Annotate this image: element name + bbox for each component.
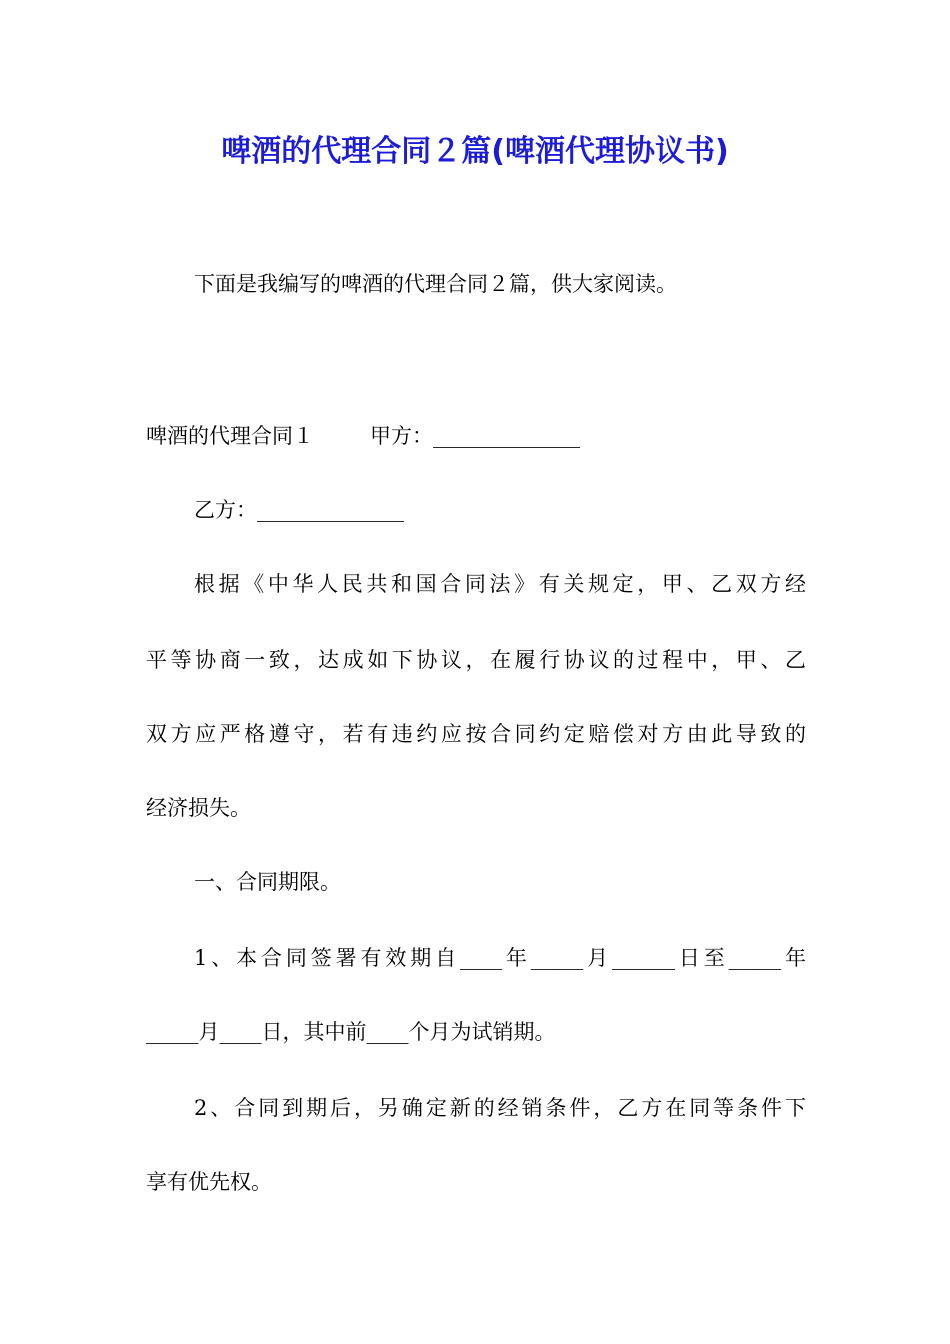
contract-heading: 啤酒的代理合同１ [146,424,314,448]
section1-heading: 一、合同期限。 [194,870,341,894]
para1-line-2: 平等协商一致，达成如下协议，在履行协议的过程中，甲、乙 [146,648,806,672]
contract-heading-line [146,416,806,456]
para1-line-4: 经济损失。 [146,796,251,820]
item1-line-2: _____月____日，其中前____个月为试销期。 [146,1020,556,1044]
para1-line-1: 根据《中华人民共和国合同法》有关规定，甲、乙双方经 [194,572,806,596]
party-a-field: 甲方：______________ [370,424,580,448]
item2-line-1: 2、合同到期后，另确定新的经销条件，乙方在同等条件下 [194,1096,806,1120]
party-b-field: 乙方：______________ [194,498,404,522]
document-title: 啤酒的代理合同２篇(啤酒代理协议书) [221,134,729,169]
item1-line-1: 1、本合同签署有效期自____年_____月______日至_____年 [194,946,806,970]
intro-paragraph: 下面是我编写的啤酒的代理合同２篇，供大家阅读。 [194,272,677,296]
para1-line-3: 双方应严格遵守，若有违约应按合同约定赔偿对方由此导致的 [146,722,806,746]
item2-line-2: 享有优先权。 [146,1170,272,1194]
